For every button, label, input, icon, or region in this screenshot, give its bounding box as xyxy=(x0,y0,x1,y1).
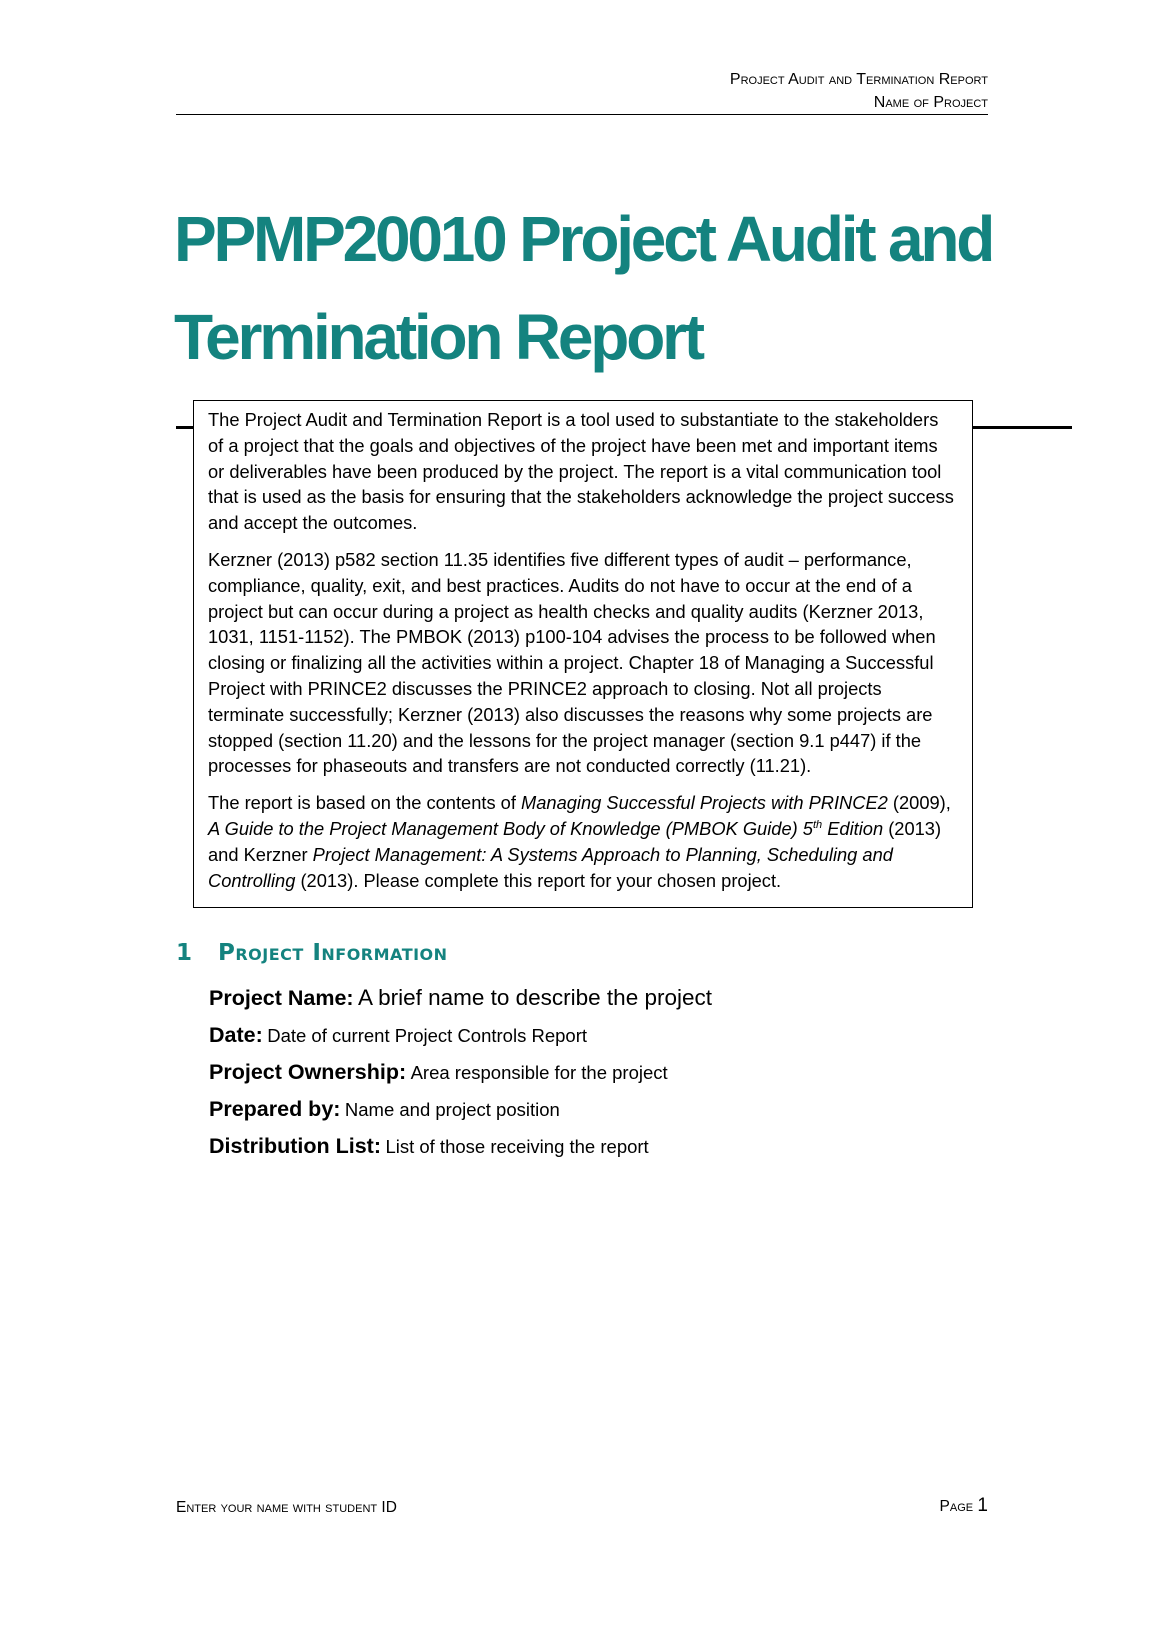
field-distribution-list xyxy=(209,1130,1009,1167)
field-label: Prepared by: xyxy=(209,1097,341,1121)
field-label: Date: xyxy=(209,1023,263,1047)
footer-student-name: Enter your name with student ID xyxy=(176,1499,397,1516)
document-title xyxy=(174,190,1074,386)
field-prepared-by xyxy=(209,1093,1009,1130)
title-line-1: PPMP20010 Project Audit and xyxy=(174,203,993,275)
footer-page-label: Page xyxy=(939,1498,974,1515)
intro-text-box xyxy=(193,400,973,908)
section-number: 1 xyxy=(176,940,193,966)
field-value: List of those receiving the report xyxy=(385,1136,649,1157)
field-value: Area responsible for the project xyxy=(410,1062,668,1083)
footer-page-number: 1 xyxy=(977,1495,988,1516)
project-info-fields xyxy=(209,982,1009,1167)
field-label: Project Name: xyxy=(209,986,354,1010)
field-date xyxy=(209,1019,1009,1056)
intro-paragraph-2: Kerzner (2013) p582 section 11.35 identifies five different types of audit – performance, compliance, quality, exit, and best practices. Audits do not have to occur at the end of a project but can occur during a project as health checks and quality audits (Kerzner 2013, 1031, 1151-1152). The PMBOK (2013) p100-104 advises the process to be followed when closing or finalizing all the activities within a project. Chapter 18 of Managing a Successful Project with PRINCE2 discusses the PRINCE2 approach to closing. Not all projects terminate successfully; Kerzner (2013) also discusses the reasons why some projects are stopped (section 11.20) and the lessons for the project manager (section 9.1 p447) if the processes for phaseouts and transfers are not conducted correctly (11.21). xyxy=(208,548,936,777)
section-heading-project-information xyxy=(176,938,448,968)
title-underline-right xyxy=(970,426,1072,429)
section-title: Project Information xyxy=(218,940,448,966)
field-project-ownership xyxy=(209,1056,1009,1093)
intro-paragraph-1: The Project Audit and Termination Report is a tool used to substantiate to the stakeholders of a project that the goals and objectives of the project have been met and important items or deliverables have been produced by the project. The report is a vital communication tool that is used as the basis for ensuring that the stakeholders acknowledge the project success and accept the outcomes. xyxy=(208,409,954,534)
header-divider xyxy=(176,114,988,115)
title-line-2: Termination Report xyxy=(174,301,702,373)
field-value: Name and project position xyxy=(344,1099,560,1120)
header-report-title: Project Audit and Termination Report xyxy=(729,71,988,88)
field-label: Distribution List: xyxy=(209,1134,381,1158)
page-header xyxy=(176,68,988,114)
field-label: Project Ownership: xyxy=(209,1060,407,1084)
header-project-name: Name of Project xyxy=(873,94,988,111)
field-value: Date of current Project Controls Report xyxy=(267,1025,587,1046)
field-project-name xyxy=(209,982,1009,1019)
intro-paragraph-3: The report is based on the contents of Managing Successful Projects with PRINCE2 (2009), A Guide to the Project Management Body of Knowledge (PMBOK Guide) 5th Edition (2013) and Kerzner Project Management: A Systems Approach to Planning, Scheduling and Controlling (2013). Please complete this report for your chosen project. xyxy=(208,792,951,891)
footer-page xyxy=(888,1495,988,1518)
field-value: A brief name to describe the project xyxy=(358,985,712,1010)
